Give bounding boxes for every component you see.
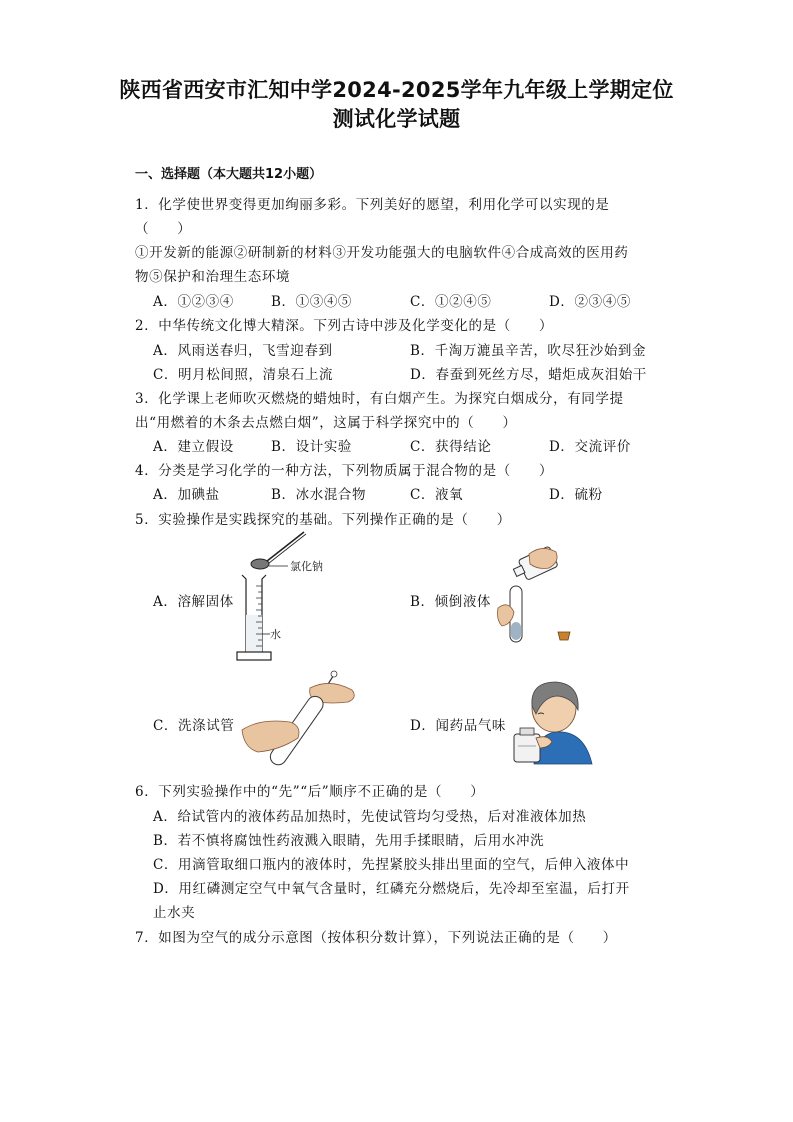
pouring-liquid-figure (494, 540, 579, 652)
q4-option-d: D．硫粉 (549, 487, 603, 503)
water-label: 水 (270, 628, 281, 641)
section-heading: 一、选择题（本大题共12小题） (135, 167, 323, 182)
q4-option-c: C．液氧 (410, 487, 464, 503)
q5-option-c: C．洗涤试管 (153, 718, 235, 734)
q3-option-d: D．交流评价 (549, 439, 631, 455)
q2-option-b: B．千淘万漉虽辛苦，吹尽狂沙始到金 (410, 343, 647, 359)
q1-option-a: A．①②③④ (153, 294, 234, 310)
q3-option-c: C．获得结论 (410, 439, 492, 455)
q5-stem: 5．实验操作是实践探究的基础。下列操作正确的是（ ） (135, 512, 511, 528)
q1-stem-blank: （ ） (135, 221, 192, 237)
q6-option-a: A．给试管内的液体药品加热时，先使试管均匀受热，后对准液体加热 (153, 809, 587, 825)
page-title-line2: 测试化学试题 (332, 107, 461, 131)
q3-stem-cont: 出“用燃着的木条去点燃白烟”，这属于科学探究中的（ ） (135, 415, 517, 431)
q1-option-c: C．①②④⑤ (410, 294, 492, 310)
q5-option-a: A．溶解固体 (153, 594, 234, 610)
q5-option-b: B．倾倒液体 (410, 594, 492, 610)
q3-option-b: B．设计实验 (271, 439, 353, 455)
q4-stem: 4．分类是学习化学的一种方法，下列物质属于混合物的是（ ） (135, 463, 554, 479)
q1-stem: 1．化学使世界变得更加绚丽多彩。下列美好的愿望，利用化学可以实现的是 (135, 197, 610, 213)
q1-items-cont: 物⑤保护和治理生态环境 (135, 269, 291, 285)
q5-option-d: D．闻药品气味 (410, 718, 507, 734)
q6-option-d-cont: 止水夹 (153, 905, 196, 921)
washing-test-tube-figure (240, 668, 365, 773)
smelling-chemical-figure (506, 676, 596, 766)
q3-option-a: A．建立假设 (153, 439, 234, 455)
q2-option-d: D．春蚕到死丝方尽，蜡炬成灰泪始干 (410, 367, 648, 383)
q7-stem: 7．如图为空气的成分示意图（按体积分数计算），下列说法正确的是（ ） (135, 930, 617, 946)
q2-option-a: A．风雨送春归，飞雪迎春到 (153, 343, 333, 359)
q4-option-b: B．冰水混合物 (271, 487, 367, 503)
q2-option-c: C．明月松间照，清泉石上流 (153, 367, 334, 383)
q3-stem: 3．化学课上老师吹灭燃烧的蜡烛时，有白烟产生。为探究白烟成分，有同学提 (135, 391, 624, 407)
q6-option-b: B．若不慎将腐蚀性药液溅入眼睛，先用手揉眼睛，后用水冲洗 (153, 833, 545, 849)
q6-option-d: D．用红磷测定空气中氧气含量时，红磷充分燃烧后，先冷却至室温，后打开 (153, 881, 630, 897)
q1-option-b: B．①③④⑤ (271, 294, 353, 310)
page-title-line1: 陕西省西安市汇知中学2024-2025学年九年级上学期定位 (119, 78, 674, 102)
sodium-chloride-label: 氯化钠 (290, 560, 323, 573)
q4-option-a: A．加碘盐 (153, 487, 220, 503)
graduated-cylinder-figure (232, 530, 342, 665)
q1-option-d: D．②③④⑤ (549, 294, 631, 310)
q1-items: ①开发新的能源②研制新的材料③开发功能强大的电脑软件④合成高效的医用药 (135, 245, 629, 261)
q6-stem: 6．下列实验操作中的“先”“后”顺序不正确的是（ ） (135, 784, 485, 800)
q6-option-c: C．用滴管取细口瓶内的液体时，先捏紧胶头排出里面的空气，后伸入液体中 (153, 857, 630, 873)
q2-stem: 2．中华传统文化博大精深。下列古诗中涉及化学变化的是（ ） (135, 318, 554, 334)
